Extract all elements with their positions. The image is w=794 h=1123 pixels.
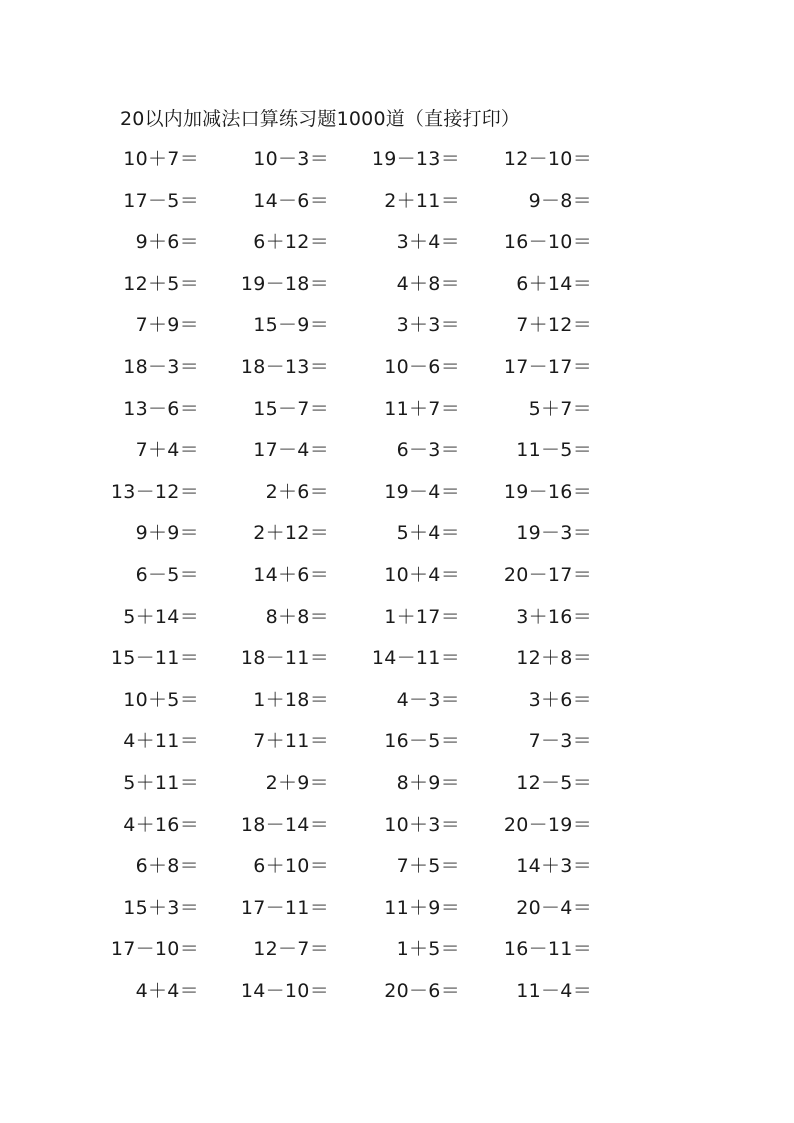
math-problem: 20－4＝	[516, 897, 592, 919]
math-problem: 12－10＝	[503, 148, 592, 170]
math-problem: 3＋4＝	[396, 231, 460, 253]
math-problem: 9＋6＝	[135, 231, 199, 253]
math-problem: 16－11＝	[503, 938, 592, 960]
math-problem: 17－4＝	[253, 439, 329, 461]
math-problem: 7＋12＝	[516, 314, 592, 336]
math-problem: 4＋16＝	[123, 814, 199, 836]
math-problem: 4＋11＝	[123, 730, 199, 752]
math-problem: 12＋8＝	[516, 647, 592, 669]
math-problem: 11－5＝	[516, 439, 592, 461]
math-problem: 6＋8＝	[135, 855, 199, 877]
math-problem: 12－5＝	[516, 772, 592, 794]
math-problem: 10－6＝	[384, 356, 460, 378]
math-problem: 14－6＝	[253, 190, 329, 212]
math-problem: 11＋7＝	[384, 398, 460, 420]
math-problem: 18－11＝	[240, 647, 329, 669]
math-problem: 10－3＝	[253, 148, 329, 170]
math-problem: 10＋4＝	[384, 564, 460, 586]
math-problem: 16－10＝	[503, 231, 592, 253]
math-problem: 8＋9＝	[396, 772, 460, 794]
math-problem: 1＋17＝	[384, 606, 460, 628]
math-problem: 14＋3＝	[516, 855, 592, 877]
math-problem: 3＋16＝	[516, 606, 592, 628]
math-problem: 19－4＝	[384, 481, 460, 503]
math-problem: 9－8＝	[528, 190, 592, 212]
math-problem: 14－11＝	[371, 647, 460, 669]
math-problem: 6＋12＝	[253, 231, 329, 253]
math-problem: 6＋10＝	[253, 855, 329, 877]
math-problem: 1＋5＝	[396, 938, 460, 960]
math-problem: 12＋5＝	[123, 273, 199, 295]
math-problem: 4－3＝	[396, 689, 460, 711]
math-problem: 2＋6＝	[265, 481, 329, 503]
math-problem: 5＋4＝	[396, 522, 460, 544]
math-problem: 2＋12＝	[253, 522, 329, 544]
math-problem: 7－3＝	[528, 730, 592, 752]
math-problem: 20－17＝	[503, 564, 592, 586]
math-problem: 11－4＝	[516, 980, 592, 1002]
math-problem: 19－18＝	[240, 273, 329, 295]
math-problem: 16－5＝	[384, 730, 460, 752]
math-problem: 5＋14＝	[123, 606, 199, 628]
page-title: 20以内加减法口算练习题1000道（直接打印）	[120, 108, 521, 130]
math-problem: 17－17＝	[503, 356, 592, 378]
math-problem: 12－7＝	[253, 938, 329, 960]
math-problem: 9＋9＝	[135, 522, 199, 544]
math-problem: 15＋3＝	[123, 897, 199, 919]
math-problem: 11＋9＝	[384, 897, 460, 919]
math-problem: 15－7＝	[253, 398, 329, 420]
math-problem: 19－16＝	[503, 481, 592, 503]
math-problem: 6－5＝	[135, 564, 199, 586]
math-problem: 20－6＝	[384, 980, 460, 1002]
math-problem: 15－9＝	[253, 314, 329, 336]
math-problem: 15－11＝	[110, 647, 199, 669]
math-problem: 14－10＝	[240, 980, 329, 1002]
math-problem: 7＋5＝	[396, 855, 460, 877]
math-problem: 7＋11＝	[253, 730, 329, 752]
math-problem: 13－12＝	[110, 481, 199, 503]
math-problem: 2＋9＝	[265, 772, 329, 794]
math-problem: 4＋8＝	[396, 273, 460, 295]
math-problem: 18－13＝	[240, 356, 329, 378]
math-problem: 3＋3＝	[396, 314, 460, 336]
math-problem: 2＋11＝	[384, 190, 460, 212]
math-problem: 8＋8＝	[265, 606, 329, 628]
math-problem: 17－10＝	[110, 938, 199, 960]
math-problem: 7＋9＝	[135, 314, 199, 336]
math-problem: 13－6＝	[123, 398, 199, 420]
math-problem: 17－11＝	[240, 897, 329, 919]
math-problem: 3＋6＝	[528, 689, 592, 711]
math-problem: 18－3＝	[123, 356, 199, 378]
math-problem: 19－3＝	[516, 522, 592, 544]
math-problem: 5＋11＝	[123, 772, 199, 794]
math-problem: 5＋7＝	[528, 398, 592, 420]
math-problem: 1＋18＝	[253, 689, 329, 711]
math-problem: 7＋4＝	[135, 439, 199, 461]
math-problem: 17－5＝	[123, 190, 199, 212]
math-problem: 14＋6＝	[253, 564, 329, 586]
math-problem: 6－3＝	[396, 439, 460, 461]
math-problem: 10＋5＝	[123, 689, 199, 711]
math-problem: 10＋7＝	[123, 148, 199, 170]
math-problem: 19－13＝	[371, 148, 460, 170]
math-problem: 18－14＝	[240, 814, 329, 836]
math-problem: 4＋4＝	[135, 980, 199, 1002]
math-problem: 6＋14＝	[516, 273, 592, 295]
math-problem: 20－19＝	[503, 814, 592, 836]
math-problem: 10＋3＝	[384, 814, 460, 836]
